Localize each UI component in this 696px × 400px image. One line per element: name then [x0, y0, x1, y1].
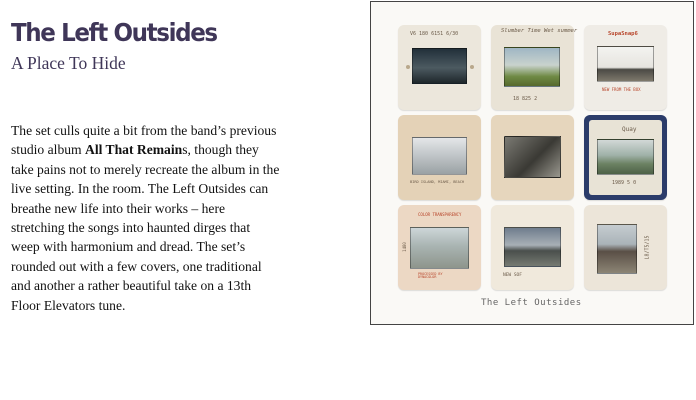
slide-6-number: 1989 5 0 — [612, 180, 637, 186]
slide-2-number: 18 825 2 — [513, 96, 538, 102]
slide-9-photo — [597, 224, 637, 274]
slide-3 — [584, 25, 667, 110]
slide-7-photo — [410, 227, 469, 269]
slide-7-caption: PROCESSED BY DYNACOLOR — [418, 272, 443, 280]
slide-9-side-number: L8/T5/15 — [644, 235, 651, 260]
slide-9 — [584, 205, 667, 290]
album-name-link: All That Remain — [85, 142, 183, 158]
band-logo: The Left Outsides — [11, 18, 217, 47]
slide-3-caption: NEW FROM THE BOX — [602, 87, 641, 92]
slides-collage — [371, 2, 693, 324]
slide-4 — [398, 115, 481, 200]
slide-7 — [398, 205, 481, 290]
review-paragraph — [11, 121, 281, 315]
slide-8-photo — [504, 227, 561, 267]
slide-3-brand: SupaSnap6 — [608, 31, 638, 37]
slide-2-handwriting: Slumber Time Wet summer — [501, 28, 578, 34]
slide-6-label: Quay — [622, 126, 637, 133]
slide-2 — [491, 25, 578, 110]
review-text-2: s, though they take pains not to merely recreate the album in the live setting. In the room. The Left Outsides can breathe new life into their works – here stretching the songs into haunted dirges that weep with harmonium and dread. The set’s rounded out with a few covers, one traditional and another a rather beautiful take on a 13th Floor Elevators tune. — [11, 142, 280, 313]
slide-4-photo — [412, 137, 467, 175]
slide-1-hole-right — [470, 65, 474, 69]
cover-band-name: The Left Outsides — [481, 298, 582, 308]
album-cover-image — [370, 1, 694, 325]
slide-6-photo — [597, 139, 654, 175]
slide-4-caption: BIRD ISLAND, MIAMI, BEACH — [410, 180, 465, 184]
slide-1 — [398, 25, 481, 110]
slide-2-photo — [504, 47, 560, 87]
slide-1-photo — [412, 48, 467, 84]
album-title: A Place To Hide — [11, 53, 126, 73]
slide-7-side-number: 1480 — [401, 242, 407, 252]
slide-5 — [491, 115, 574, 200]
slide-8 — [491, 205, 574, 290]
slide-6 — [584, 115, 667, 200]
slide-3-photo — [597, 46, 654, 82]
slide-8-caption: NEW SOF — [503, 273, 522, 278]
slide-1-label: V6 180 6151 6/30 — [410, 31, 459, 37]
slide-1-hole — [406, 65, 410, 69]
review-text-1: The set culls quite a bit from the band’s previous studio album — [11, 123, 277, 158]
slide-7-header: COLOR TRANSPARENCY — [418, 212, 462, 217]
slide-5-photo — [504, 136, 561, 178]
